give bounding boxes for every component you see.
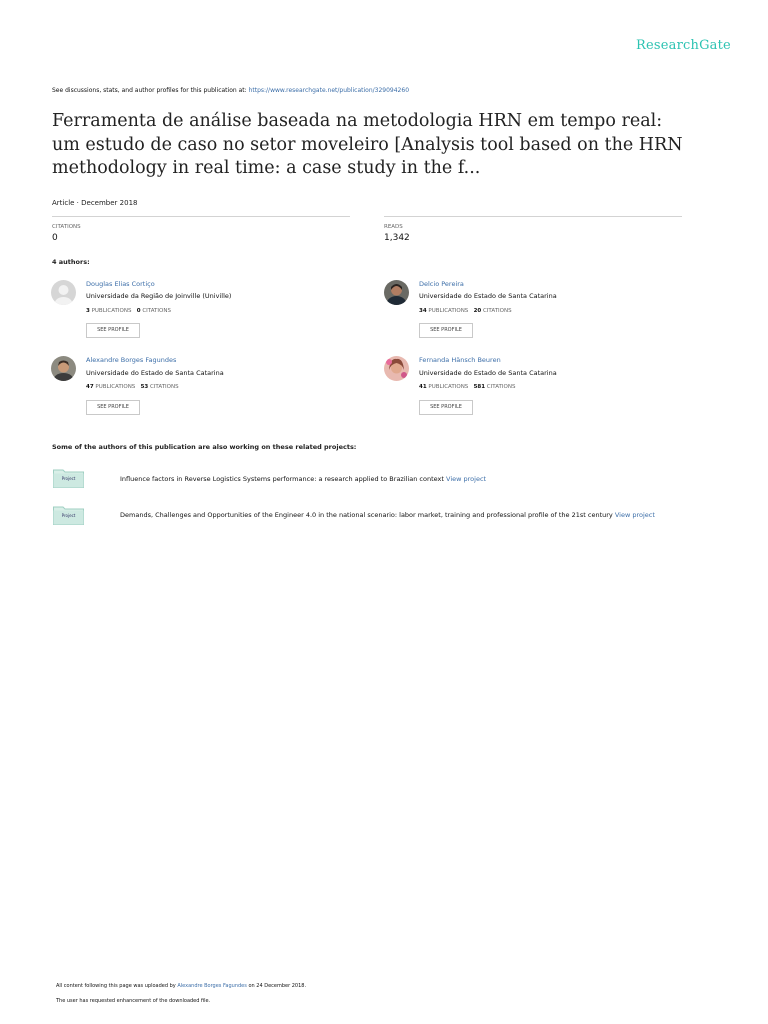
author-stats: 47 PUBLICATIONS 53 CITATIONS — [86, 384, 179, 390]
author-stats: 3 PUBLICATIONS 0 CITATIONS — [86, 308, 171, 314]
author-avatar-photo[interactable] — [384, 280, 409, 305]
project-title: Influence factors in Reverse Logistics Systems performance: a research applied to Brazilian context — [120, 475, 444, 483]
reads-value: 1,342 — [384, 233, 410, 243]
publication-title: Ferramenta de análise baseada na metodologia HRN em tempo real: um estudo de caso no setor moveleiro [Analysis tool based on the HRN methodology in real time: a case study in the f... — [52, 111, 683, 178]
reads-label: READS — [384, 224, 403, 230]
project-folder-icon — [53, 505, 84, 525]
see-profile-button[interactable]: SEE PROFILE — [86, 400, 140, 415]
related-projects-heading: Some of the authors of this publication are also working on these related projects: — [52, 443, 357, 451]
publication-url-link[interactable]: https://www.researchgate.net/publication/329094260 — [248, 87, 410, 94]
author-affiliation: Universidade do Estado de Santa Catarina — [419, 292, 557, 300]
see-profile-button[interactable]: SEE PROFILE — [419, 323, 473, 338]
author-stats: 41 PUBLICATIONS 581 CITATIONS — [419, 384, 516, 390]
project-icon-label: Project — [61, 476, 76, 481]
author-name-link[interactable]: Fernanda Hänsch Beuren — [419, 356, 501, 364]
authors-heading: 4 authors: — [52, 258, 90, 266]
author-affiliation: Universidade do Estado de Santa Catarina — [419, 369, 557, 377]
author-avatar-placeholder[interactable] — [51, 280, 76, 305]
author-stats: 34 PUBLICATIONS 20 CITATIONS — [419, 308, 512, 314]
discussion-line — [52, 87, 409, 94]
author-affiliation: Universidade do Estado de Santa Catarina — [86, 369, 224, 377]
author-name-link[interactable]: Alexandre Borges Fagundes — [86, 356, 177, 364]
researchgate-logo[interactable]: ResearchGate — [636, 38, 731, 53]
citations-value: 0 — [52, 233, 58, 243]
project-item — [120, 475, 486, 483]
publication-meta: Article · December 2018 — [52, 199, 138, 207]
project-icon-label: Project — [61, 513, 76, 518]
author-name-link[interactable]: Douglas Elias Cortiço — [86, 280, 155, 288]
project-item — [120, 511, 655, 519]
reads-divider — [384, 216, 682, 217]
citations-divider — [52, 216, 350, 217]
author-avatar-photo[interactable] — [384, 356, 409, 381]
project-title: Demands, Challenges and Opportunities of the Engineer 4.0 in the national scenario: labor market, training and professional profile of the 21st century — [120, 511, 613, 519]
see-profile-button[interactable]: SEE PROFILE — [86, 323, 140, 338]
enhancement-note: The user has requested enhancement of the downloaded file. — [56, 998, 211, 1004]
project-folder-icon — [53, 468, 84, 488]
view-project-link[interactable]: View project — [446, 475, 487, 483]
uploader-link[interactable]: Alexandre Borges Fagundes — [177, 983, 247, 989]
discussion-prefix: See discussions, stats, and author profiles for this publication at: — [52, 87, 247, 94]
see-profile-button[interactable]: SEE PROFILE — [419, 400, 473, 415]
author-affiliation: Universidade da Região de Joinville (Univille) — [86, 292, 232, 300]
upload-note: All content following this page was uploaded by Alexandre Borges Fagundes on 24 December 2018. — [56, 983, 307, 989]
author-avatar-photo[interactable] — [51, 356, 76, 381]
author-name-link[interactable]: Delcio Pereira — [419, 280, 464, 288]
citations-label: CITATIONS — [52, 224, 81, 230]
view-project-link[interactable]: View project — [614, 511, 655, 519]
